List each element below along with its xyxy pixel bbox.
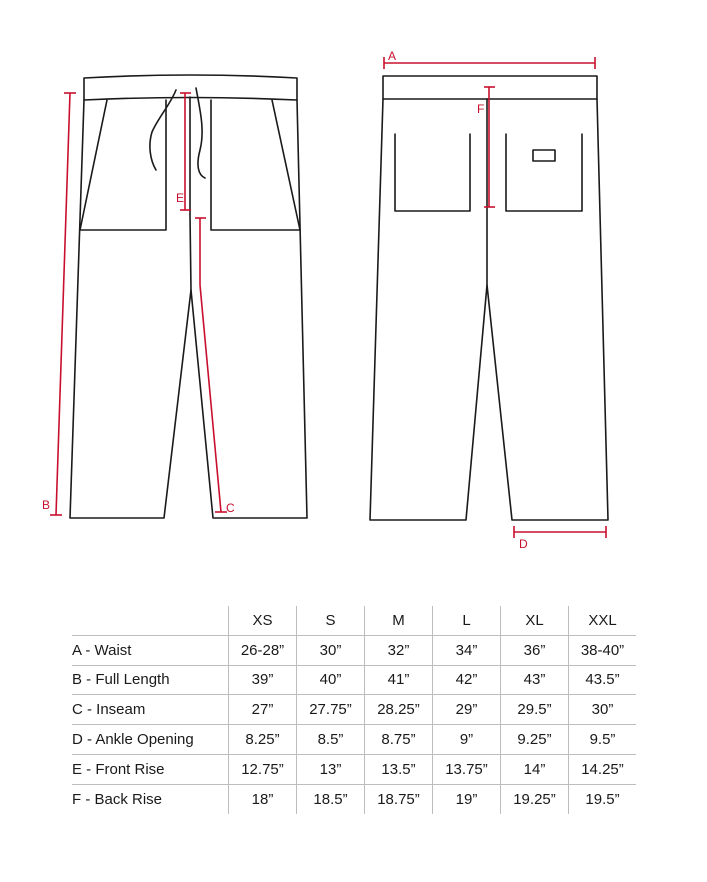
- table-cell: 26-28”: [229, 635, 297, 665]
- size-header: M: [365, 606, 433, 635]
- row-label: F - Back Rise: [72, 784, 229, 813]
- measure-f-back-rise: [484, 87, 495, 207]
- row-label: D - Ankle Opening: [72, 725, 229, 755]
- table-cell: 13.75”: [433, 754, 501, 784]
- size-header: XS: [229, 606, 297, 635]
- table-cell: 41”: [365, 665, 433, 695]
- back-label-patch: [533, 150, 555, 161]
- table-cell: 27.75”: [297, 695, 365, 725]
- table-cell: 30”: [569, 695, 637, 725]
- table-cell: 32”: [365, 635, 433, 665]
- table-cell: 40”: [297, 665, 365, 695]
- front-pocket-right: [211, 100, 300, 230]
- table-cell: 19.25”: [501, 784, 569, 813]
- table-cell: 36”: [501, 635, 569, 665]
- table-cell: 28.25”: [365, 695, 433, 725]
- drawstring-right: [196, 88, 205, 178]
- table-cell: 19”: [433, 784, 501, 813]
- table-row: [72, 635, 636, 665]
- back-pocket-right: [506, 134, 582, 211]
- table-cell: 9”: [433, 725, 501, 755]
- label-d: D: [519, 537, 528, 551]
- measurement-lines: [50, 57, 606, 538]
- header-empty-cell: [72, 606, 229, 635]
- table-row: [72, 754, 636, 784]
- table-row: [72, 784, 636, 813]
- back-pocket-left: [395, 134, 470, 211]
- measure-c-inseam: [195, 218, 227, 512]
- table-row: [72, 665, 636, 695]
- table-cell: 8.25”: [229, 725, 297, 755]
- table-cell: 30”: [297, 635, 365, 665]
- table-cell: 12.75”: [229, 754, 297, 784]
- table-cell: 8.5”: [297, 725, 365, 755]
- table-cell: 42”: [433, 665, 501, 695]
- front-body-outline: [70, 100, 307, 518]
- label-a: A: [388, 49, 397, 63]
- table-cell: 18.5”: [297, 784, 365, 813]
- table-cell: 18”: [229, 784, 297, 813]
- measure-d-ankle-opening: [514, 526, 606, 538]
- label-f: F: [477, 102, 485, 116]
- table-cell: 43.5”: [569, 665, 637, 695]
- front-center-seam: [190, 97, 191, 290]
- table-row: [72, 725, 636, 755]
- row-label: E - Front Rise: [72, 754, 229, 784]
- label-b: B: [42, 498, 51, 512]
- table-cell: 8.75”: [365, 725, 433, 755]
- label-e: E: [176, 191, 185, 205]
- table-cell: 18.75”: [365, 784, 433, 813]
- row-label: C - Inseam: [72, 695, 229, 725]
- table-cell: 29.5”: [501, 695, 569, 725]
- table-cell: 9.25”: [501, 725, 569, 755]
- size-header: S: [297, 606, 365, 635]
- table-cell: 43”: [501, 665, 569, 695]
- table-cell: 19.5”: [569, 784, 637, 813]
- table-cell: 38-40”: [569, 635, 637, 665]
- size-header: XXL: [588, 611, 617, 629]
- table-cell: 13.5”: [365, 754, 433, 784]
- size-chart-table: [72, 606, 636, 814]
- table-cell: 14”: [501, 754, 569, 784]
- size-header-row: [72, 606, 636, 635]
- front-waistband: [84, 75, 297, 100]
- table-cell: 34”: [433, 635, 501, 665]
- table-cell: 13”: [297, 754, 365, 784]
- size-header: XL: [501, 606, 569, 635]
- table-cell: 27”: [229, 695, 297, 725]
- row-label: B - Full Length: [72, 665, 229, 695]
- size-header: L: [433, 606, 501, 635]
- table-row: [72, 695, 636, 725]
- label-c: C: [226, 501, 235, 515]
- drawstring-left: [150, 90, 176, 170]
- front-view-pants: [70, 75, 307, 518]
- table-cell: 14.25”: [569, 754, 637, 784]
- table-cell: 39”: [229, 665, 297, 695]
- table-cell: 29”: [433, 695, 501, 725]
- table-cell: 9.5”: [569, 725, 637, 755]
- row-label: A - Waist: [72, 635, 229, 665]
- measure-a-waist: [384, 57, 595, 69]
